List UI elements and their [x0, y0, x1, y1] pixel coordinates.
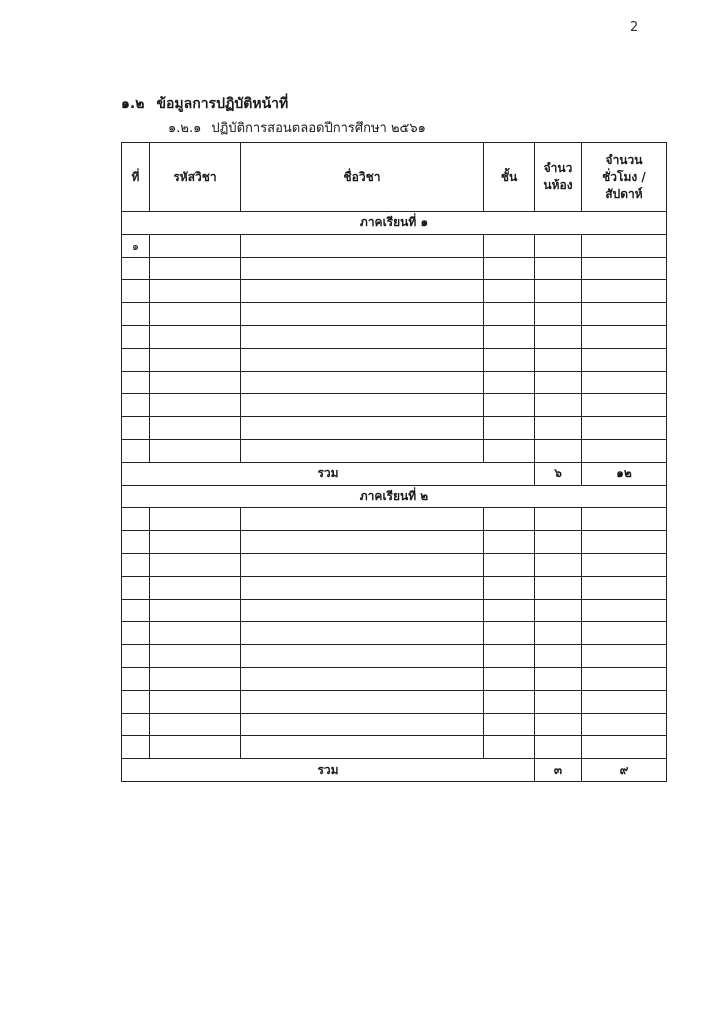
table-cell [150, 713, 241, 736]
total-row [122, 759, 667, 782]
table-cell [241, 736, 484, 759]
semester-label: ภาคเรียนที่ ๑ [122, 212, 667, 235]
table-cell [150, 234, 241, 257]
table-cell [535, 280, 582, 303]
subsection-heading [168, 117, 426, 138]
table-row [122, 667, 667, 690]
table-row [122, 394, 667, 417]
table-row [122, 736, 667, 759]
table-cell [241, 280, 484, 303]
table-cell [582, 348, 667, 371]
table-cell [484, 371, 535, 394]
table-cell [582, 508, 667, 531]
semester-header-row [122, 485, 667, 508]
table-cell [122, 303, 150, 326]
table-row [122, 645, 667, 668]
table-cell [241, 234, 484, 257]
section-number: ๑.๒ [121, 96, 145, 112]
table-cell [535, 417, 582, 440]
table-cell [535, 325, 582, 348]
table-cell [582, 257, 667, 280]
table-cell [150, 553, 241, 576]
table-cell [150, 417, 241, 440]
header-name: ชื่อวิชา [241, 143, 484, 212]
teaching-table [121, 142, 667, 782]
table-cell [582, 599, 667, 622]
table-cell [484, 645, 535, 668]
table-cell [241, 553, 484, 576]
table-cell [484, 234, 535, 257]
table-row [122, 417, 667, 440]
table-cell [535, 599, 582, 622]
total-label: รวม [122, 462, 535, 485]
table-cell [484, 576, 535, 599]
table-cell [484, 667, 535, 690]
table-cell [582, 553, 667, 576]
table-cell [535, 531, 582, 554]
table-cell [582, 417, 667, 440]
table-cell [582, 371, 667, 394]
table-cell [484, 531, 535, 554]
table-cell [150, 303, 241, 326]
page-number: 2 [630, 20, 639, 35]
table-cell [582, 713, 667, 736]
table-cell [582, 667, 667, 690]
table-row [122, 371, 667, 394]
header-no: ที่ [122, 143, 150, 212]
total-label: รวม [122, 759, 535, 782]
table-cell [582, 576, 667, 599]
table-cell [535, 622, 582, 645]
table-cell [484, 348, 535, 371]
table-cell [241, 599, 484, 622]
table-row [122, 713, 667, 736]
table-cell [241, 667, 484, 690]
header-hours: จำนวน ชั่วโมง / สัปดาห์ [582, 143, 667, 212]
table-header-row [122, 143, 667, 212]
table-cell [582, 394, 667, 417]
subsection-number: ๑.๒.๑ [168, 121, 202, 136]
table-cell [241, 394, 484, 417]
table-cell [122, 325, 150, 348]
table-cell [535, 394, 582, 417]
header-level: ชั้น [484, 143, 535, 212]
semester-label: ภาคเรียนที่ ๒ [122, 485, 667, 508]
table-cell [582, 280, 667, 303]
table-row [122, 439, 667, 462]
table-cell [484, 622, 535, 645]
table-cell [122, 599, 150, 622]
table-cell [122, 553, 150, 576]
table-cell [582, 234, 667, 257]
table-row [122, 531, 667, 554]
table-cell [535, 576, 582, 599]
table-cell [582, 439, 667, 462]
table-cell [150, 348, 241, 371]
table-cell [535, 736, 582, 759]
table-cell [241, 439, 484, 462]
table-cell [582, 622, 667, 645]
table-cell [484, 257, 535, 280]
section-heading [121, 93, 288, 115]
table-cell [582, 531, 667, 554]
table-cell [241, 531, 484, 554]
table-cell [150, 325, 241, 348]
table-cell [241, 690, 484, 713]
table-cell [484, 325, 535, 348]
table-cell [535, 303, 582, 326]
table-cell [241, 508, 484, 531]
table-cell [484, 394, 535, 417]
table-cell [535, 690, 582, 713]
table-cell [484, 280, 535, 303]
table-cell [122, 417, 150, 440]
table-cell [150, 371, 241, 394]
table-cell [535, 645, 582, 668]
table-cell [484, 713, 535, 736]
header-rooms: จำนว นห้อง [535, 143, 582, 212]
table-row [122, 348, 667, 371]
table-cell [582, 303, 667, 326]
table-cell [122, 371, 150, 394]
table-cell [484, 417, 535, 440]
table-cell [150, 508, 241, 531]
table-cell [535, 234, 582, 257]
table-cell [484, 599, 535, 622]
table-cell [484, 303, 535, 326]
total-rooms: ๖ [535, 462, 582, 485]
section-title: ข้อมูลการปฏิบัติหน้าที่ [156, 96, 289, 112]
table-row [122, 257, 667, 280]
table-cell [150, 667, 241, 690]
table-cell [535, 257, 582, 280]
table-cell [241, 325, 484, 348]
table-cell [484, 508, 535, 531]
table-cell [582, 645, 667, 668]
table-cell [150, 439, 241, 462]
table-cell [150, 645, 241, 668]
total-row [122, 462, 667, 485]
table-cell [241, 417, 484, 440]
table-cell [122, 690, 150, 713]
table-row [122, 622, 667, 645]
total-hours: ๙ [582, 759, 667, 782]
table-cell [241, 348, 484, 371]
table-cell [582, 736, 667, 759]
table-cell [535, 553, 582, 576]
table-cell [122, 622, 150, 645]
table-cell [122, 439, 150, 462]
table-cell [122, 531, 150, 554]
table-cell [150, 599, 241, 622]
table-cell [122, 645, 150, 668]
table-row [122, 234, 667, 257]
table-row [122, 303, 667, 326]
table-cell [241, 645, 484, 668]
semester-header-row [122, 212, 667, 235]
table-cell [122, 667, 150, 690]
total-rooms: ๓ [535, 759, 582, 782]
table-cell [122, 508, 150, 531]
table-row [122, 553, 667, 576]
table-cell [150, 690, 241, 713]
table-cell: ๑ [122, 234, 150, 257]
table-cell [150, 257, 241, 280]
table-row [122, 599, 667, 622]
table-row [122, 325, 667, 348]
header-code: รหัสวิชา [150, 143, 241, 212]
table-cell [535, 371, 582, 394]
subsection-title: ปฏิบัติการสอนตลอดปีการศึกษา ๒๕๖๑ [211, 121, 426, 136]
table-cell [122, 257, 150, 280]
table-cell [150, 531, 241, 554]
table-cell [241, 576, 484, 599]
table-cell [241, 713, 484, 736]
table-cell [535, 348, 582, 371]
table-cell [484, 736, 535, 759]
table-cell [241, 622, 484, 645]
table-row [122, 576, 667, 599]
table-cell [122, 736, 150, 759]
table-cell [122, 280, 150, 303]
table-cell [582, 325, 667, 348]
table-cell [150, 576, 241, 599]
table-cell [535, 667, 582, 690]
table-cell [241, 371, 484, 394]
table-cell [535, 508, 582, 531]
table-cell [484, 690, 535, 713]
table-row [122, 508, 667, 531]
table-cell [241, 303, 484, 326]
table-row [122, 690, 667, 713]
table-cell [535, 439, 582, 462]
table-cell [150, 394, 241, 417]
table-cell [535, 713, 582, 736]
table-cell [241, 257, 484, 280]
table-cell [484, 439, 535, 462]
table-cell [582, 690, 667, 713]
table-cell [150, 736, 241, 759]
table-cell [122, 576, 150, 599]
table-cell [122, 394, 150, 417]
table-cell [484, 553, 535, 576]
table-cell [150, 622, 241, 645]
table-cell [122, 348, 150, 371]
total-hours: ๑๒ [582, 462, 667, 485]
table-row [122, 280, 667, 303]
table-cell [122, 713, 150, 736]
table-cell [150, 280, 241, 303]
